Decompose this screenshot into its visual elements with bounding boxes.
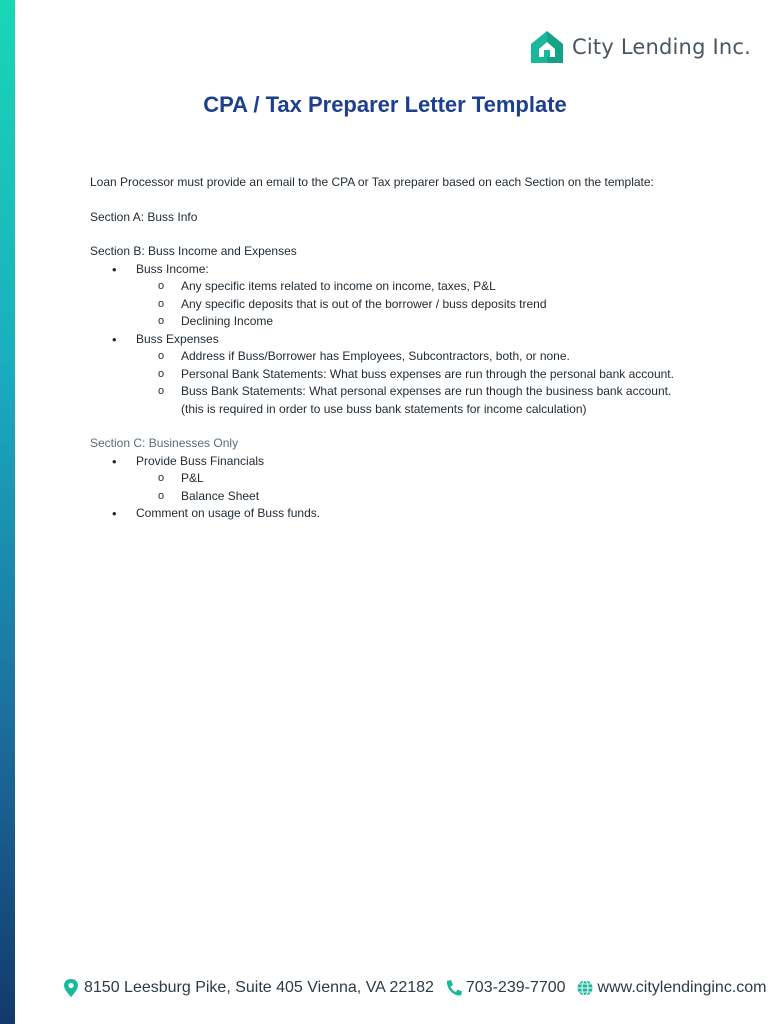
footer-phone: 703-239-7700 <box>465 979 566 996</box>
list-item-label: Comment on usage of Buss funds. <box>136 506 321 520</box>
sub-list-item: o Any specific deposits that is out of the borrower / buss deposits trend <box>136 296 690 314</box>
list-item-label: Provide Buss Financials <box>136 453 265 468</box>
footer-contact <box>62 978 767 998</box>
list-item <box>90 453 690 506</box>
house-logo-icon <box>528 28 566 66</box>
company-logo <box>528 28 751 66</box>
section-a-heading: Section A: Buss Info <box>90 209 198 224</box>
list-item-label: Buss Income: <box>136 261 209 276</box>
section-b-heading: Section B: Buss Income and Expenses <box>90 244 297 258</box>
sub-list <box>136 278 690 331</box>
company-name: City Lending Inc. <box>572 35 751 59</box>
side-accent-bar <box>0 0 15 1024</box>
globe-icon <box>576 978 594 998</box>
sub-list <box>136 348 690 418</box>
list-item <box>90 331 690 419</box>
footer-website[interactable]: www.citylendinginc.com <box>597 979 767 996</box>
location-pin-icon <box>62 978 80 998</box>
sub-list-item: o Balance Sheet <box>136 488 690 506</box>
section-c-list <box>90 453 690 523</box>
list-item <box>90 261 690 331</box>
sub-list-item: o P&L <box>136 470 690 488</box>
footer-address: 8150 Leesburg Pike, Suite 405 Vienna, VA 22182 <box>84 979 434 996</box>
sub-list-item: o Personal Bank Statements: What buss expenses are run through the personal bank account. <box>136 366 690 384</box>
sub-list-item: o Declining Income <box>136 313 690 331</box>
sub-list-item: o Address if Buss/Borrower has Employees, Subcontractors, both, or none. <box>136 348 690 366</box>
page-title: CPA / Tax Preparer Letter Template <box>203 92 567 117</box>
sub-list-item: o Any specific items related to income on income, taxes, P&L <box>136 278 690 296</box>
intro-paragraph: Loan Processor must provide an email to the CPA or Tax preparer based on each Section on the template: <box>90 175 654 189</box>
sub-list <box>136 470 690 505</box>
phone-icon <box>444 978 462 998</box>
list-item <box>90 505 690 523</box>
section-c-heading: Section C: Businesses Only <box>90 436 239 450</box>
document-body <box>90 174 690 540</box>
section-b-list <box>90 261 690 419</box>
list-item-label: Buss Expenses <box>136 331 219 346</box>
sub-list-item: o Buss Bank Statements: What personal expenses are run though the business bank account. (this is required in order to use buss bank statements for income calculation) <box>136 383 690 418</box>
